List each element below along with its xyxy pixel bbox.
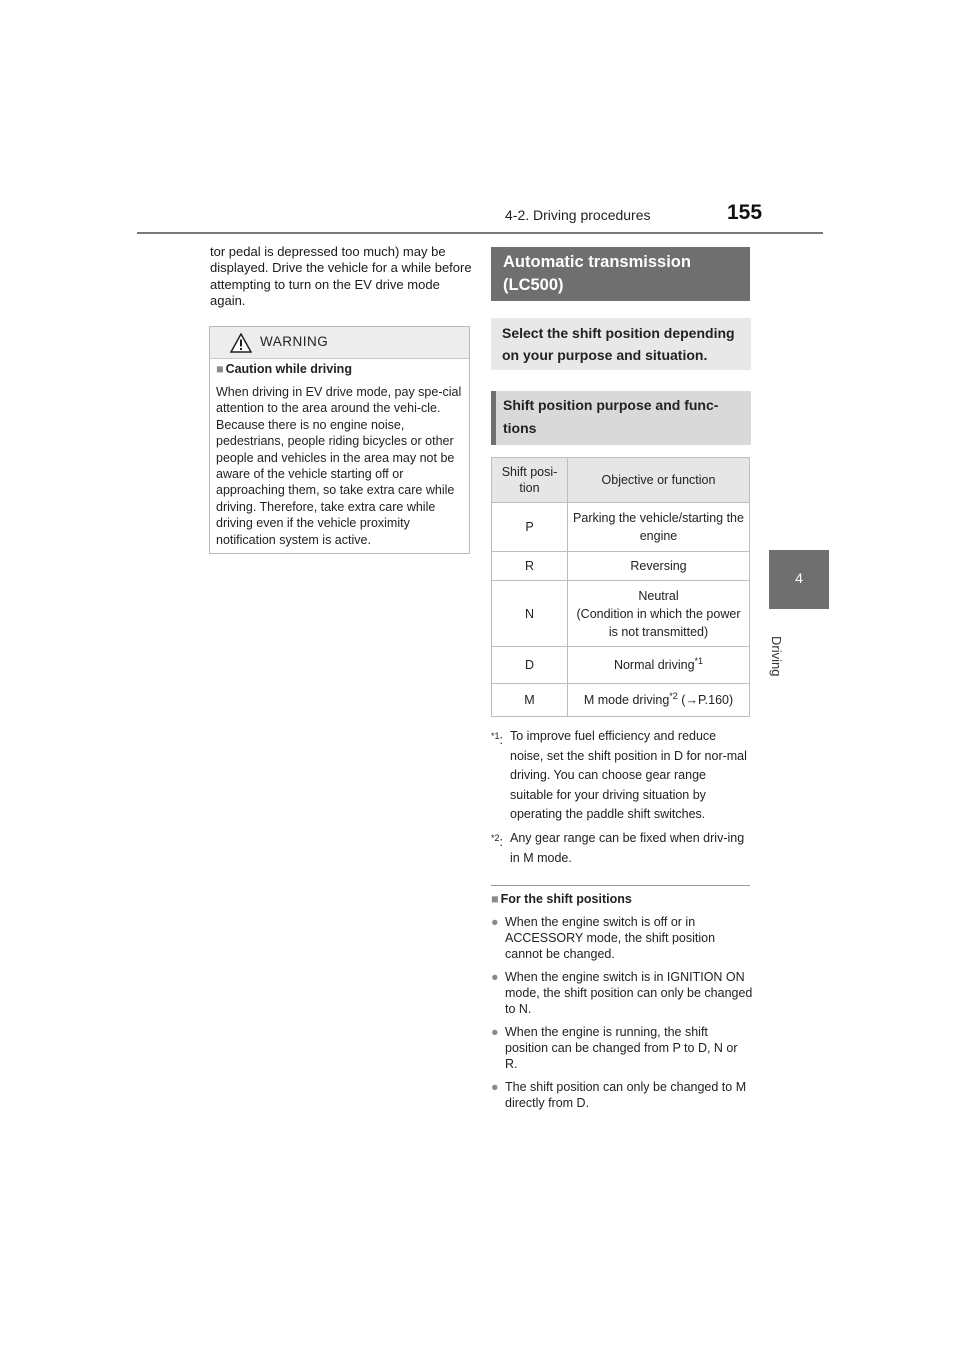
table-row [492,647,750,684]
function-line: Neutral [638,588,679,603]
section-heading [491,247,750,301]
warning-subheading [216,362,352,376]
shift-position-cell: R [492,552,568,581]
page-number: 155 [727,201,763,224]
table-row [492,503,750,552]
list-item: ● When the engine switch is off or in ACCESSORY mode, the shift position cannot be changed. [491,915,716,961]
list-item: ● When the engine is running, the shift position can be changed from P to D, N or R. [491,1025,738,1071]
circle-bullet-icon: ● [491,1080,499,1094]
info-divider [491,885,750,886]
page-reference-link[interactable]: (→P.160) [681,693,734,707]
footnote-mark: $^{*2}$: [491,833,503,850]
square-bullet-icon: ■ [216,362,224,376]
footnote-ref: *1 [694,655,704,666]
shift-position-cell: N [492,581,568,647]
circle-bullet-icon: ● [491,970,499,984]
chapter-number: 4 [795,570,803,586]
column-header: Shift posi-tion [492,458,568,503]
table-header-row [492,458,750,503]
warning-header [210,327,469,359]
table-row [492,684,750,717]
chapter-label: Driving [769,636,784,677]
info-heading-text: For the shift positions [500,892,632,906]
column-header: Objective or function [568,458,750,503]
footnote-mark: $^{*1}$: [491,731,503,748]
function-cell [568,684,750,717]
warning-body: When driving in EV drive mode, pay spe-cial attention to the area around the vehi-cle. Because there is no engine noise, pedestrians, people riding bicycles or other people and vehicles in the area may not be aware of the vehicle starting off or approaching them, so take extra care while driving. Therefore, take extra care while driving even if the vehicle proximity notification system is active. [216,385,462,547]
list-item: ● When the engine switch is in IGNITION ON mode, the shift position can only be changed to N. [491,970,753,1016]
function-cell [568,647,750,684]
info-list [491,914,753,1118]
section-intro-text: Select the shift position depending on your purpose and situation. [502,325,735,363]
table-row [492,552,750,581]
header-section-title: 4-2. Driving procedures [505,207,651,223]
function-cell [568,581,750,647]
warning-title: WARNING [260,334,329,349]
function-cell: Reversing [568,552,750,581]
warning-triangle-icon [230,333,252,353]
shift-position-table [491,457,750,717]
table-row [492,581,750,647]
shift-position-cell: M [492,684,568,717]
shift-position-cell: D [492,647,568,684]
footnote [491,727,753,825]
footnote-ref: *2 [669,690,678,701]
footnote-text: Any gear range can be fixed when driv-ing in M mode. [510,831,745,865]
circle-bullet-icon: ● [491,1025,499,1039]
footnote [491,829,753,868]
header-divider [137,232,823,234]
function-cell: Parking the vehicle/starting the engine [568,503,750,552]
shift-position-cell: P [492,503,568,552]
function-text: Normal driving [613,658,695,672]
section-heading-text: Automatic transmission (LC500) [503,253,691,294]
warning-box [209,326,470,554]
circle-bullet-icon: ● [491,915,499,929]
subsection-heading-bar [491,391,496,445]
section-intro [491,318,751,370]
function-line: (Condition in which the power is not transmitted) [576,606,741,639]
info-heading [491,892,632,906]
continuation-paragraph: tor pedal is depressed too much) may be displayed. Drive the vehicle for a while before attempting to turn on the EV drive mode again. [210,244,472,308]
footnote-text: To improve fuel efficiency and reduce noise, set the shift position in D for nor-mal driving. You can choose gear range suitable for your driving situation by operating the paddle shift switches. [510,729,747,821]
subsection-heading-text: Shift position purpose and func-tions [503,397,719,436]
function-text: M mode driving [583,693,670,707]
warning-subheading-text: Caution while driving [225,362,352,376]
list-item: ● The shift position can only be changed to M directly from D. [491,1080,747,1110]
square-bullet-icon: ■ [491,892,499,906]
subsection-heading [491,391,751,445]
chapter-label-vertical [764,636,788,696]
